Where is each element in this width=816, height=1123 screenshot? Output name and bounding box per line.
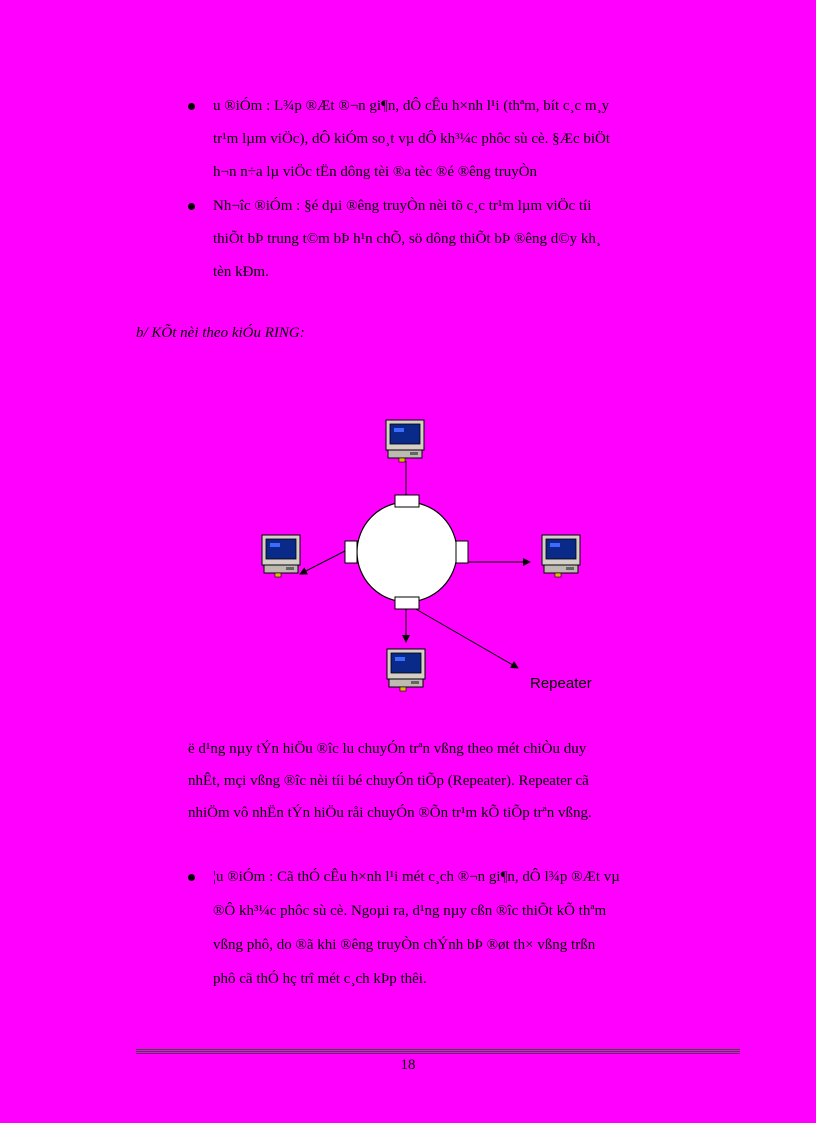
bullet-line: Nh¬îc ®iÓm : §é dµi ®êng truyÒn nèi tõ c¸c tr¹m lµm viÖc tíi <box>213 198 592 214</box>
bullet-dot <box>188 874 195 881</box>
paragraph-line: nhiÖm vô nhËn tÝn hiÖu råi chuyÓn ®Õn tr¹m kÕ tiÕp trªn vßng. <box>188 805 592 821</box>
repeater-node-bottom <box>395 597 419 609</box>
bullet-line: vßng phô, do ®ã khi ®êng truyÒn chÝnh bÞ ®øt th× vßng trßn <box>213 937 596 953</box>
ring-circle <box>357 502 457 602</box>
bullet-line: tr¹m lµm viÖc), dÔ kiÓm so¸t vµ dÔ kh³¼c phôc sù cè. §Æc biÖt <box>213 131 611 147</box>
bullet-line: ¦u ®iÓm : Cã thÓ cÊu h×nh l¹i mét c¸ch ®¬n gi¶n, dÔ l¾p ®Æt vµ <box>213 869 620 885</box>
footer-rule <box>136 1051 740 1052</box>
link-left <box>300 551 345 574</box>
bullet-line: thiÕt bÞ trung t©m bÞ h¹n chÕ, sö dông thiÕt bÞ ®êng d©y kh¸ <box>213 231 601 247</box>
paragraph-line: ë d¹ng nµy tÝn hiÖu ®îc lu chuyÓn trªn vßng theo mét chiÒu duy <box>188 741 587 757</box>
bullet-line: u ®iÓm : L¾p ®Æt ®¬n gi¶n, dÔ cÊu h×nh l¹i (thªm, bít c¸c m¸y <box>213 98 610 114</box>
bullet-line: ®Ô kh³¼c phôc sù cè. Ngoµi ra, d¹ng nµy cßn ®îc thiÕt kÕ thªm <box>213 903 607 919</box>
computer-icon <box>262 535 300 577</box>
bullet-line: phô cã thÓ hç trî mét c¸ch kÞp thêi. <box>213 971 427 987</box>
repeater-pointer <box>414 608 518 668</box>
repeater-label: Repeater <box>530 675 592 692</box>
computer-icon <box>386 420 424 462</box>
page-number: 18 <box>400 1057 416 1073</box>
computer-icon <box>542 535 580 577</box>
bullet-line: tèn kÐm. <box>213 264 269 280</box>
footer-rule <box>136 1053 740 1054</box>
footer-rule <box>136 1049 740 1050</box>
bullet-line: h¬n n÷a lµ viÖc tËn dông tèi ®a tèc ®é ®êng truyÒn <box>213 164 538 180</box>
repeater-node-top <box>395 495 419 507</box>
section-heading: b/ KÕt nèi theo kiÓu RING: <box>136 325 305 341</box>
computer-icon <box>387 649 425 691</box>
paragraph-line: nhÊt, mçi vßng ®îc nèi tíi bé chuyÓn tiÕp (Repeater). Repeater cã <box>188 773 589 789</box>
repeater-node-right <box>456 541 468 563</box>
repeater-node-left <box>345 541 357 563</box>
